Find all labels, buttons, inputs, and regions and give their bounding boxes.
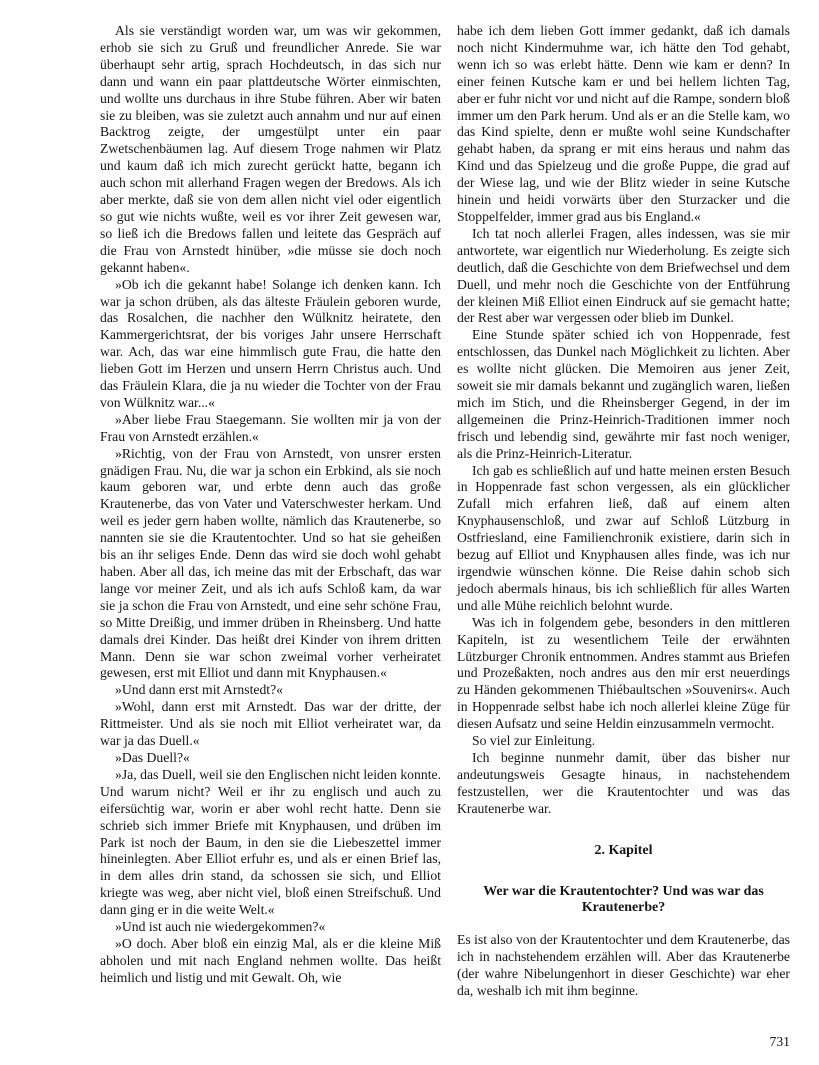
chapter-title: Wer war die Krautentochter? Und was war das Krautenerbe? bbox=[483, 883, 764, 916]
paragraph: »Und ist auch nie wiedergekommen?« bbox=[115, 919, 326, 935]
paragraph: »O doch. Aber bloß ein einzig Mal, als er die kleine Miß abholen und mit nach England nehmen wollte. Das heißt heimlich und listig und mit Gewalt. Oh, wie bbox=[100, 935, 441, 985]
paragraph: »Aber liebe Frau Staegemann. Sie wollten mir ja von der Frau von Arnstedt erzählen.« bbox=[100, 411, 441, 444]
paragraph: »Wohl, dann erst mit Arnstedt. Das war der dritte, der Rittmeister. Und als sie noch mit Elliot verheiratet war, da war ja das Duell.« bbox=[100, 699, 441, 749]
paragraph: »Richtig, von der Frau von Arnstedt, von unsrer ersten gnädigen Frau. Nu, die war ja schon ein Erbkind, als sie noch kaum geboren war, und erbte denn auch das große Krautenerbe, das von Vater und Vaterschwester herkam. Und weil es jeder gern haben wollte, nämlich das Krautenerbe, so nannten sie sie die Krautentochter. Und so hat sie geheißen bis an ihr seliges Ende. Denn das wird sie doch wohl gehabt haben. Aber all das, ich meine das mit der Erbschaft, das war lange vor meiner Zeit, und als ich aufs Schloß kam, da war sie ja schon die Frau von Arnstedt, und eine sehr schöne Frau, so Mitte Dreißig, und immer drüben in Rheinsberg. Und hatte damals drei Kinder. Das heißt drei Kinder von ihrem dritten Mann. Denn sie war schon zweimal vorher verheiratet gewesen, erst mit Elliot und dann mit Knyphausen.« bbox=[100, 445, 441, 681]
paragraph: Es ist also von der Krautentochter und dem Krautenerbe, das ich in nachstehendem erzählen will. Aber das Krautenerbe (der wahre Nibelungenhort in dieser Geschichte) war eher da, weshalb ich mit ihm beginne. bbox=[457, 932, 790, 999]
text-columns bbox=[100, 23, 790, 1000]
page-number: 731 bbox=[769, 1034, 790, 1050]
paragraph: Als sie verständigt worden war, um was wir gekommen, erhob sie sich zu Gruß und freundlicher Anrede. Sie war überhaupt sehr artig, sprach Hochdeutsch, in das sich nur dann und wann ein paar plattdeutsche Wörter einmischten, und wollte uns durchaus in ihre Stube führen. Aber wir baten sie zu bleiben, was sie zuletzt auch annahm und nur auf einen Backtrog zeigte, der umgestülpt unter ein paar Zwetschenbäumen lag. Auf diesem Troge nahmen wir Platz und kaum daß ich mich zurecht gerückt hatte, begann ich auch schon mit allerhand Fragen wegen der Bredows. Als ich aber merkte, daß sie von dem allen nicht viel oder eigentlich so gut wie nichts wußte, weil es vor ihrer Zeit gewesen war, so ließ ich die Bredows fallen und leitete das Gespräch auf die Frau von Arnstedt hinüber, »die müsse sie doch noch gekannt haben«. bbox=[100, 23, 441, 275]
paragraph: »Ja, das Duell, weil sie den Englischen nicht leiden konnte. Und warum nicht? Weil er ihr zu englisch und auch zu eifersüchtig war, worin er aber wohl recht hatte. Denn sie schrieb sich immer Briefe mit Knyphausen, und drüben im Park ist noch der Baum, in den sie die Liebeszettel immer hineinlegten. Aber Elliot erfuhr es, und als er einen Brief las, in dem alles drin stand, da schossen sie sich, und Elliot kriegte was weg, aber nicht viel, bloß einen Streifschuß. Und dann ging er in die weite Welt.« bbox=[100, 766, 441, 918]
paragraph: Ich beginne nunmehr damit, über das bisher nur andeutungsweis Gesagte hinaus, in nachstehendem festzustellen, wer die Krautentochter und was das Krautenerbe war. bbox=[457, 749, 790, 816]
paragraph: »Und dann erst mit Arnstedt?« bbox=[115, 682, 284, 698]
right-column bbox=[457, 23, 790, 1000]
paragraph: Eine Stunde später schied ich von Hoppenrade, fest entschlossen, das Dunkel nach Möglichkeit zu lichten. Aber es wollte nicht glücken. Die Memoiren aus jener Zeit, soweit sie mir damals bekannt und zugänglich waren, ließen mich im Stich, und die Rheinsberger Gegend, in der im allgemeinen die Prinz-Heinrich-Traditionen immer noch frisch und lebendig sind, gewährte mir fast noch weniger, als die Prinz-Heinrich-Literatur. bbox=[457, 327, 790, 461]
paragraph: Ich tat noch allerlei Fragen, alles indessen, was sie mir antwortete, war eigentlich nur Wiederholung. Es zeigte sich deutlich, daß die Geschichte von dem Briefwechsel und dem Duell, und mehr noch die Geschichte von der Entführung der kleinen Miß Elliot einen Eindruck auf sie gemacht hatte; der Rest aber war vergessen oder blieb im Dunkel. bbox=[457, 225, 790, 326]
chapter-number: 2. Kapitel bbox=[594, 842, 653, 858]
paragraph: habe ich dem lieben Gott immer gedankt, daß ich damals noch nicht Kindermuhme war, ich hätte den Tod gehabt, wenn ich so was erlebt hätte. Denn wie kam er denn? In einer feinen Kutsche kam er und bei hellem lichten Tag, aber er fuhr nicht vor und nicht auf die Rampe, sondern bloß immer um den Park herum. Und als er an die Stelle kam, wo das Kind spielte, denn er mußte wohl seine Kundschafter gehabt haben, da sprang er mit eins heraus und nahm das Kind und das Spielzeug und die große Puppe, die grad auf der Wiese lag, und wie der Blitz wieder in seine Kutsche hinein und heidi vorwärts über den Sturzacker und die Stoppelfelder, immer grad aus bis England.« bbox=[457, 23, 790, 224]
paragraph: »Ob ich die gekannt habe! Solange ich denken kann. Ich war ja schon drüben, als das älteste Fräulein geboren wurde, das Rosalchen, die nachher den Wülknitz heiratete, den Kammergerichtsrat, der bis voriges Jahr unsere Herrschaft war. Ach, das war eine himmlisch gute Frau, die hatte den lieben Gott im Herzen und unsern Herrn Christus auch. Und das Fräulein Klara, die ja nu wieder die Tochter von der Frau von Wülknitz war...« bbox=[100, 276, 441, 410]
paragraph: Was ich in folgendem gebe, besonders in den mittleren Kapiteln, ist zu wesentlichem Teile der erwähnten Lützburger Chronik entnommen. Andres stammt aus Briefen und Prozeßakten, noch andres aus den mir erst neuerdings zu Händen gekommenen Thiébaultschen »Souvenirs«. Auch in Hoppenrade selbst habe ich noch allerlei kleine Züge für diesen Aufsatz und seine Heldin einzusammeln vermocht. bbox=[457, 614, 790, 732]
paragraph: So viel zur Einleitung. bbox=[472, 733, 596, 749]
paragraph: Ich gab es schließlich auf und hatte meinen ersten Besuch in Hoppenrade fast schon vergessen, als ein glücklicher Zufall mich erfahren ließ, daß auf einem alten Knyphausenschloß, und zwar auf Schloß Lützburg in Ostfriesland, eine Familienchronik existiere, darin sich in bezug auf Elliot und Knyphausen alles finde, was ich nur irgendwie wünschen könne. Die Reise dahin schob sich jedoch abermals hinaus, bis ich schließlich für alles Warten und alle Mühe reichlich belohnt wurde. bbox=[457, 462, 790, 613]
left-column bbox=[100, 23, 441, 1000]
paragraph: »Das Duell?« bbox=[115, 749, 190, 765]
